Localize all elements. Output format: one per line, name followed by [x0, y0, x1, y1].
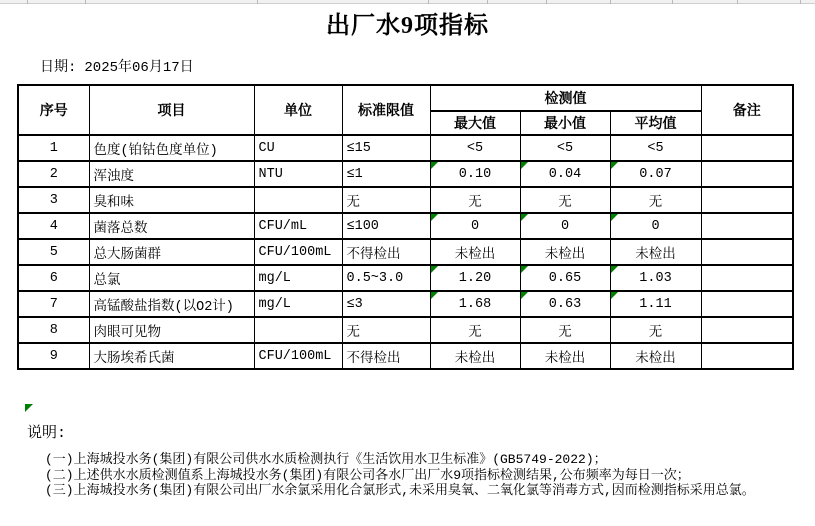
cell-max: 未检出 — [430, 239, 520, 265]
cell-min: 0.65 — [520, 265, 610, 291]
cell-unit: CFU/mL — [254, 213, 342, 239]
cell-remark — [701, 317, 793, 343]
cell-no: 3 — [18, 187, 89, 213]
cell-avg: 0 — [610, 213, 701, 239]
cell-no: 7 — [18, 291, 89, 317]
cell-limit: ≤1 — [342, 161, 430, 187]
table-row — [18, 291, 793, 317]
cell-avg: <5 — [610, 135, 701, 161]
cell-remark — [701, 161, 793, 187]
cell-avg: 1.11 — [610, 291, 701, 317]
cell-unit — [254, 187, 342, 213]
spreadsheet-gridline-remnant — [0, 0, 815, 4]
cell-remark — [701, 135, 793, 161]
cell-max: 1.20 — [430, 265, 520, 291]
header-no: 序号 — [18, 85, 89, 135]
cell-limit: ≤15 — [342, 135, 430, 161]
table-row — [18, 187, 793, 213]
cell-item: 臭和味 — [89, 187, 254, 213]
date-label: 日期: — [40, 60, 77, 76]
cell-item: 总大肠菌群 — [89, 239, 254, 265]
cell-item: 肉眼可见物 — [89, 317, 254, 343]
cell-unit: NTU — [254, 161, 342, 187]
cell-remark — [701, 239, 793, 265]
table-row — [18, 317, 793, 343]
cell-max: 未检出 — [430, 343, 520, 369]
cell-avg: 无 — [610, 187, 701, 213]
cell-avg: 0.07 — [610, 161, 701, 187]
cell-remark — [701, 291, 793, 317]
cell-min: 未检出 — [520, 239, 610, 265]
cell-no: 4 — [18, 213, 89, 239]
cell-limit: ≤100 — [342, 213, 430, 239]
cell-item: 色度(铂钴色度单位) — [89, 135, 254, 161]
cell-unit: CFU/100mL — [254, 343, 342, 369]
header-unit: 单位 — [254, 85, 342, 135]
cell-remark — [701, 213, 793, 239]
cell-min: 0.04 — [520, 161, 610, 187]
cell-no: 2 — [18, 161, 89, 187]
notes-label: 说明: — [27, 425, 67, 442]
header-detected: 检测值 — [430, 85, 701, 111]
cell-limit: 不得检出 — [342, 239, 430, 265]
cell-no: 9 — [18, 343, 89, 369]
cell-max: 无 — [430, 317, 520, 343]
table-row — [18, 213, 793, 239]
cell-min: 无 — [520, 317, 610, 343]
cell-max: <5 — [430, 135, 520, 161]
note-line: (一)上海城投水务(集团)有限公司供水水质检测执行《生活饮用水卫生标准》(GB5749-2022)； — [45, 452, 607, 467]
water-quality-table — [17, 84, 794, 370]
cell-unit — [254, 317, 342, 343]
header-max: 最大值 — [430, 111, 520, 135]
header-avg: 平均值 — [610, 111, 701, 135]
cell-no: 5 — [18, 239, 89, 265]
cell-item: 大肠埃希氏菌 — [89, 343, 254, 369]
cell-avg: 未检出 — [610, 343, 701, 369]
table-row — [18, 343, 793, 369]
cell-limit: 无 — [342, 187, 430, 213]
report-date — [40, 56, 194, 76]
flag-marker-icon — [25, 404, 33, 412]
header-remark: 备注 — [701, 85, 793, 135]
cell-remark — [701, 187, 793, 213]
cell-limit: 0.5~3.0 — [342, 265, 430, 291]
cell-remark — [701, 265, 793, 291]
table-row — [18, 239, 793, 265]
table-row — [18, 161, 793, 187]
cell-unit: mg/L — [254, 265, 342, 291]
cell-limit: 无 — [342, 317, 430, 343]
cell-item: 总氯 — [89, 265, 254, 291]
cell-no: 8 — [18, 317, 89, 343]
note-line: (三)上海城投水务(集团)有限公司出厂水余氯采用化合氯形式,未采用臭氧、二氧化氯等消毒方式,因而检测指标采用总氯。 — [45, 483, 755, 499]
cell-min: 0.63 — [520, 291, 610, 317]
cell-max: 0 — [430, 213, 520, 239]
header-limit: 标准限值 — [342, 85, 430, 135]
note-line: (二)上述供水水质检测值系上海城投水务(集团)有限公司各水厂出厂水9项指标检测结果,公布频率为每日一次； — [45, 467, 690, 483]
notes-block — [45, 452, 805, 499]
cell-unit: CFU/100mL — [254, 239, 342, 265]
header-min: 最小值 — [520, 111, 610, 135]
cell-avg: 未检出 — [610, 239, 701, 265]
cell-min: <5 — [520, 135, 610, 161]
cell-avg: 1.03 — [610, 265, 701, 291]
cell-no: 1 — [18, 135, 89, 161]
cell-item: 浑浊度 — [89, 161, 254, 187]
table-row — [18, 265, 793, 291]
cell-remark — [701, 343, 793, 369]
page-title: 出厂水9项指标 — [326, 13, 489, 39]
cell-item: 高锰酸盐指数(以O2计) — [89, 291, 254, 317]
cell-max: 0.10 — [430, 161, 520, 187]
cell-max: 无 — [430, 187, 520, 213]
table-row — [18, 135, 793, 161]
header-item: 项目 — [89, 85, 254, 135]
cell-avg: 无 — [610, 317, 701, 343]
cell-unit: mg/L — [254, 291, 342, 317]
cell-limit: ≤3 — [342, 291, 430, 317]
cell-max: 1.68 — [430, 291, 520, 317]
cell-min: 无 — [520, 187, 610, 213]
date-value: 2025年06月17日 — [84, 60, 194, 76]
cell-no: 6 — [18, 265, 89, 291]
cell-min: 0 — [520, 213, 610, 239]
cell-item: 菌落总数 — [89, 213, 254, 239]
cell-min: 未检出 — [520, 343, 610, 369]
cell-unit: CU — [254, 135, 342, 161]
cell-limit: 不得检出 — [342, 343, 430, 369]
